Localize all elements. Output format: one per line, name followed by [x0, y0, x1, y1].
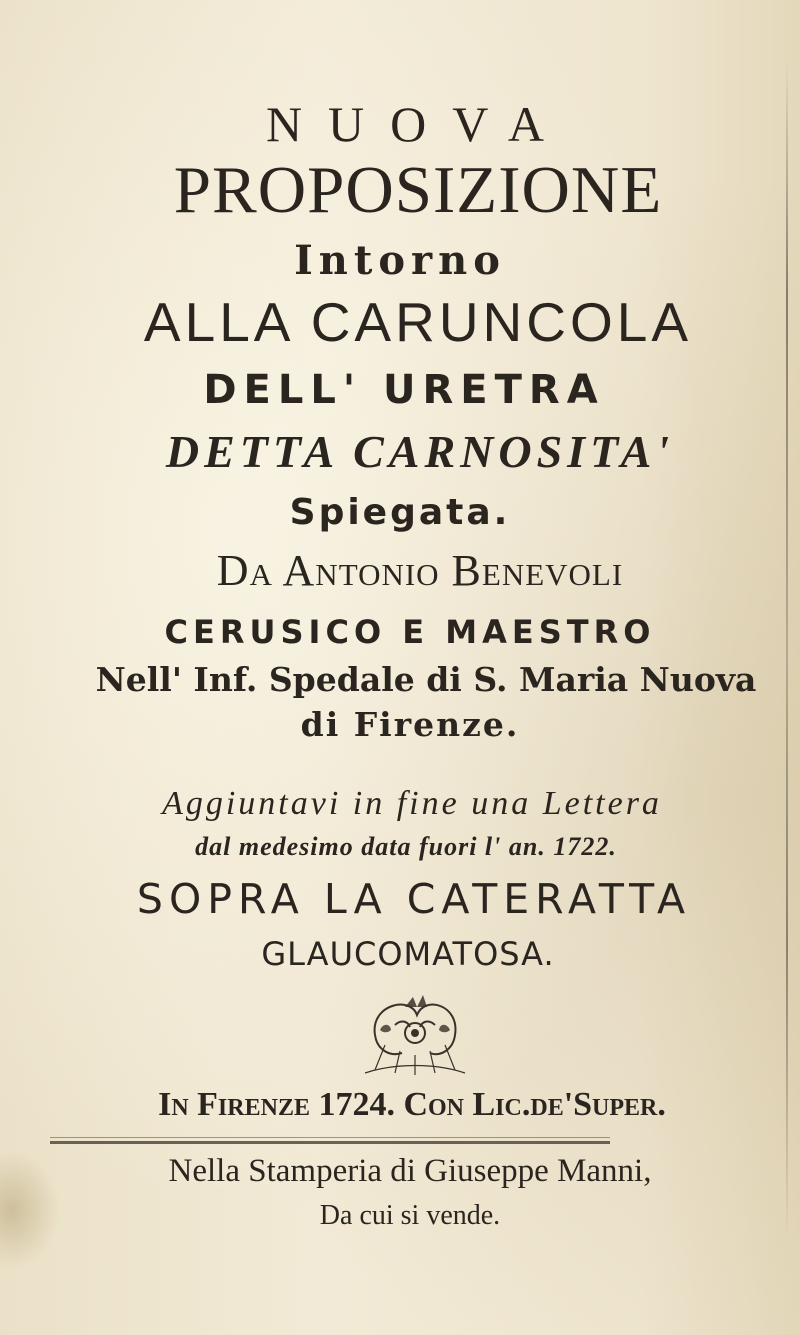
appendix-date-line: dal medesimo data fuori l' an. 1722.	[195, 832, 617, 861]
author-hospital: Nell' Inf. Spedale di S. Maria Nuova	[95, 660, 757, 699]
author-city: di Firenze.	[300, 705, 520, 744]
title-line-caruncola: ALLA CARUNCOLA	[143, 291, 693, 353]
printers-device-ornament-icon	[355, 985, 475, 1075]
appendix-title-line2: GLAUCOMATOSA.	[261, 935, 555, 973]
title-line-uretra: DELL' URETRA	[203, 367, 605, 413]
appendix-line: Aggiuntavi in fine una Lettera	[162, 785, 662, 822]
author-name: Da Antonio Benevoli	[216, 546, 624, 595]
title-line-nuova: NUOVA	[265, 96, 571, 152]
title-line-spiegata: Spiegata.	[289, 492, 511, 533]
printer-line: Nella Stamperia di Giuseppe Manni,	[168, 1153, 652, 1189]
title-line-proposizione: PROPOSIZIONE	[173, 153, 663, 227]
author-role: CERUSICO E MAESTRO	[164, 613, 656, 651]
appendix-title-line1: SOPRA LA CATERATTA	[136, 875, 692, 923]
title-line-intorno: Intorno	[294, 237, 506, 284]
imprint-rule-thin	[50, 1137, 610, 1138]
seller-line: Da cui si vende.	[319, 1200, 501, 1231]
imprint-line: In Firenze 1724. Con Lic.de'Super.	[158, 1086, 666, 1123]
imprint-rule	[50, 1141, 610, 1144]
title-line-carnosita: DETTA CARNOSITA'	[165, 426, 675, 477]
